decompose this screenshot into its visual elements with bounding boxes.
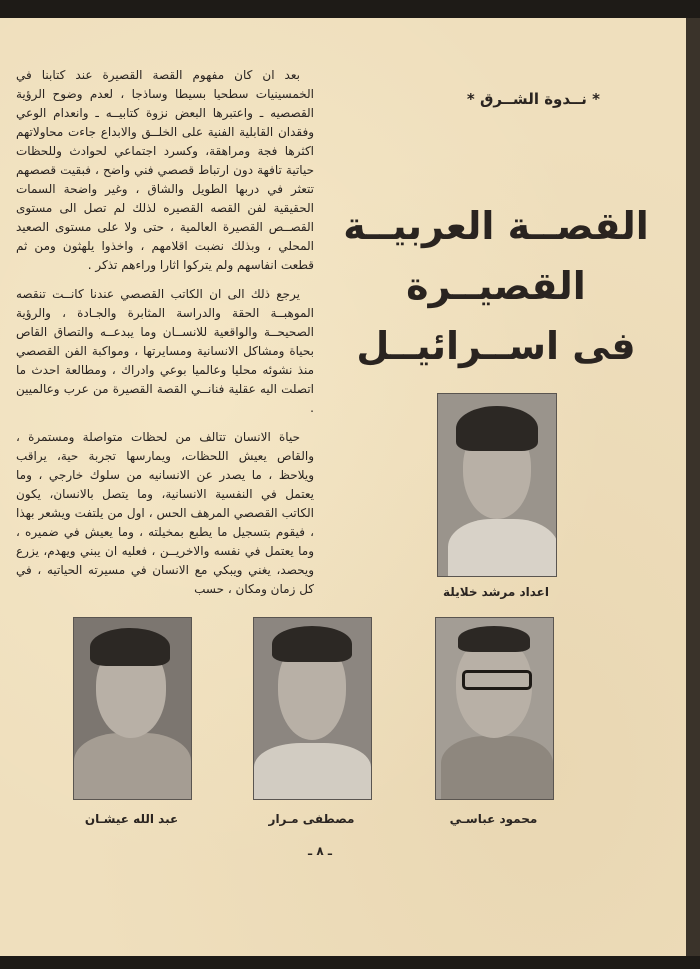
author-caption: اعداد مرشد خلايلة [443,585,549,599]
page-number: ـ ٨ ـ [308,844,332,858]
article-paragraph: حياة الانسان تتالف من لحظات متواصلة ومستمرة ، والقاص يعيش اللحظات، ويمارسها تجربة حية، يراقب ويلاحظ ، ما يصدر عن الانسانيه من سلوك خارجي ، وما يعتمل في النفسية الانسانية، وما يتصل بالانسان، يكون الكاتب القصصي المرهف الحس ، اول من يلتفت ويشعر بهذا ، فيقوم بتسجيل ما يطبع بمخيلته ، وما يعيش في ضميره ، وما يعتمل في نفسه والاخريــن ، فعليه ان يبني ويهدم، يزرع ويحصد، يغني ويبكي مع الانسان في مسيرته الحياتيه ، في كل زمان ومكان ، حسب [16,430,314,596]
title-line: القصيــرة [406,264,586,308]
caption-person-2: مصطفى مـرار [268,812,355,826]
author-photo [437,393,557,577]
title-line: فى اســرائيــل [356,324,636,368]
photo-person-3 [73,617,192,800]
photo-person-2 [253,617,372,800]
kicker-text: * نــدوة الشــرق * [466,90,600,108]
photo-person-1 [435,617,554,800]
article-paragraph: يرجع ذلك الى ان الكاتب القصصي عندنا كانــت تنقصه الموهبــة الحقة والدراسة المثابرة والجـادة ، والرؤية الصحيحــة والواقعية للانســان وما يبدعــه والتصاق القاص بحياة ومشاكل الانسانية ومسايرتها ، ومواكبة الفن القصصي منذ نشوئه محليا وعالميا بوعي وادراك ، ومطالعة احدث ما اتصلت اليه عقلية فنانــي القصة القصيرة من عرب وعالميين . [16,287,314,415]
article-title [318,196,674,376]
scan-edge [686,18,700,956]
glasses-shape [462,670,532,690]
article-column [16,66,314,609]
title-line: القصــة العربيــة [343,204,649,248]
article-paragraph: بعد ان كان مفهوم القصة القصيرة عند كتابنا في الخمسينيات سطحيا بسيطا وساذجا ، لعدم وضوح الرؤية القصصيه ـ واعتبرها البعض نزوة كتابيــه ـ وانعدام الوعي وفقدان القابلية الفنية على الخلــق والابداع جاءت محاولاتهم اكثرها فجة ومراهقة، وكسرد اجتماعي لحوادث وللحظات حياتية تافهة دون ارتباط قصصي فني واضح ، فبقيت قصصهم تتعثر في دربها الطويل والشاق ، وغير واضحة السمات الحقيقية لفن القصه القصيره لذلك لم تصل الى مستوى القصــص القصيرة العالمية ، حتى ولا على مستوى الصعيد المحلي ، وبذلك نضبت اقلامهم ، واخذوا يلهثون ومن ثم قطعت انفاسهم ولم يتركوا اثارا وراءهم تذكر . [16,68,314,272]
caption-person-3: عبد الله عيشـان [84,812,179,826]
caption-person-1: محمود عباسـي [449,812,538,826]
